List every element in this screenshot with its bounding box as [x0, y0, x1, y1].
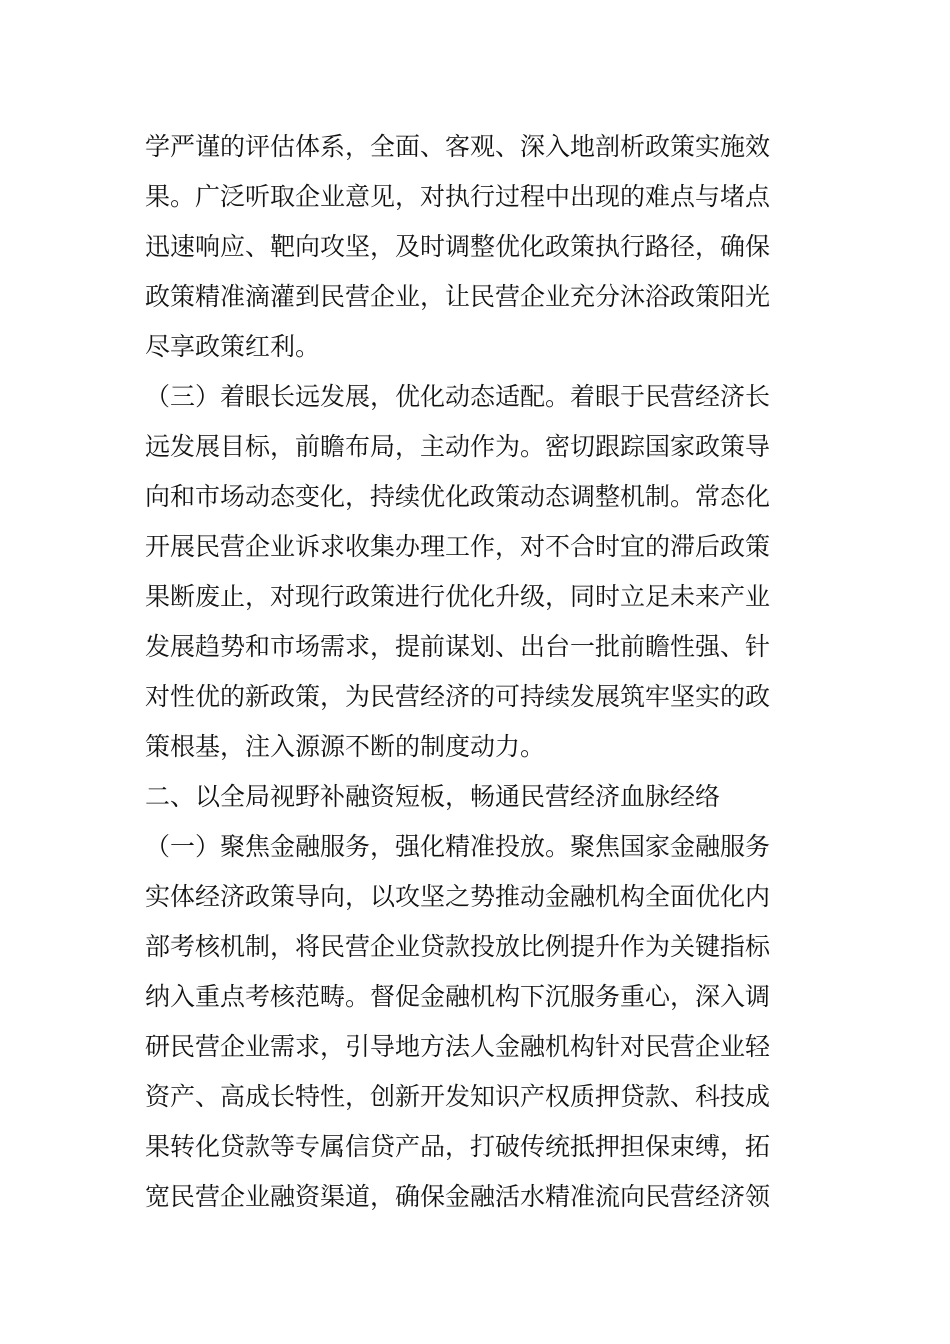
paragraph-line: 宽民营企业融资渠道，确保金融活水精准流向民营经济领: [145, 1182, 771, 1211]
paragraph-line: 纳入重点考核范畴。督促金融机构下沉服务重心，深入调: [145, 982, 771, 1011]
paragraph-line: 开展民营企业诉求收集办理工作，对不合时宜的滞后政策: [145, 532, 771, 561]
paragraph-line: 策根基，注入源源不断的制度动力。: [145, 732, 546, 761]
paragraph-line: 对性优的新政策，为民营经济的可持续发展筑牢坚实的政: [145, 682, 771, 711]
paragraph-line: 远发展目标，前瞻布局，主动作为。密切跟踪国家政策导: [145, 432, 771, 461]
paragraph-line: 果转化贷款等专属信贷产品，打破传统抵押担保束缚，拓: [145, 1132, 771, 1161]
paragraph-line: （一）聚焦金融服务，强化精准投放。聚焦国家金融服务: [145, 832, 771, 861]
section-heading: 二、以全局视野补融资短板，畅通民营经济血脉经络: [145, 782, 721, 811]
paragraph-line: 学严谨的评估体系，全面、客观、深入地剖析政策实施效: [145, 132, 771, 161]
paragraph-line: 政策精准滴灌到民营企业，让民营企业充分沐浴政策阳光: [145, 282, 771, 311]
paragraph-line: 果。广泛听取企业意见，对执行过程中出现的难点与堵点: [145, 182, 771, 211]
paragraph-line: 迅速响应、靶向攻坚，及时调整优化政策执行路径，确保: [145, 232, 771, 261]
paragraph-line: 果断废止，对现行政策进行优化升级，同时立足未来产业: [145, 582, 771, 611]
paragraph-line: 实体经济政策导向，以攻坚之势推动金融机构全面优化内: [145, 882, 771, 911]
document-body: [145, 122, 810, 1222]
paragraph-line: 资产、高成长特性，创新开发知识产权质押贷款、科技成: [145, 1082, 771, 1111]
paragraph-line: （三）着眼长远发展，优化动态适配。着眼于民营经济长: [145, 382, 771, 411]
paragraph-line: 发展趋势和市场需求，提前谋划、出台一批前瞻性强、针: [145, 632, 771, 661]
paragraph-line: 尽享政策红利。: [145, 332, 321, 361]
paragraph-line: 部考核机制，将民营企业贷款投放比例提升作为关键指标: [145, 932, 771, 961]
paragraph-line: 研民营企业需求，引导地方法人金融机构针对民营企业轻: [145, 1032, 771, 1061]
paragraph-line: 向和市场动态变化，持续优化政策动态调整机制。常态化: [145, 482, 771, 511]
